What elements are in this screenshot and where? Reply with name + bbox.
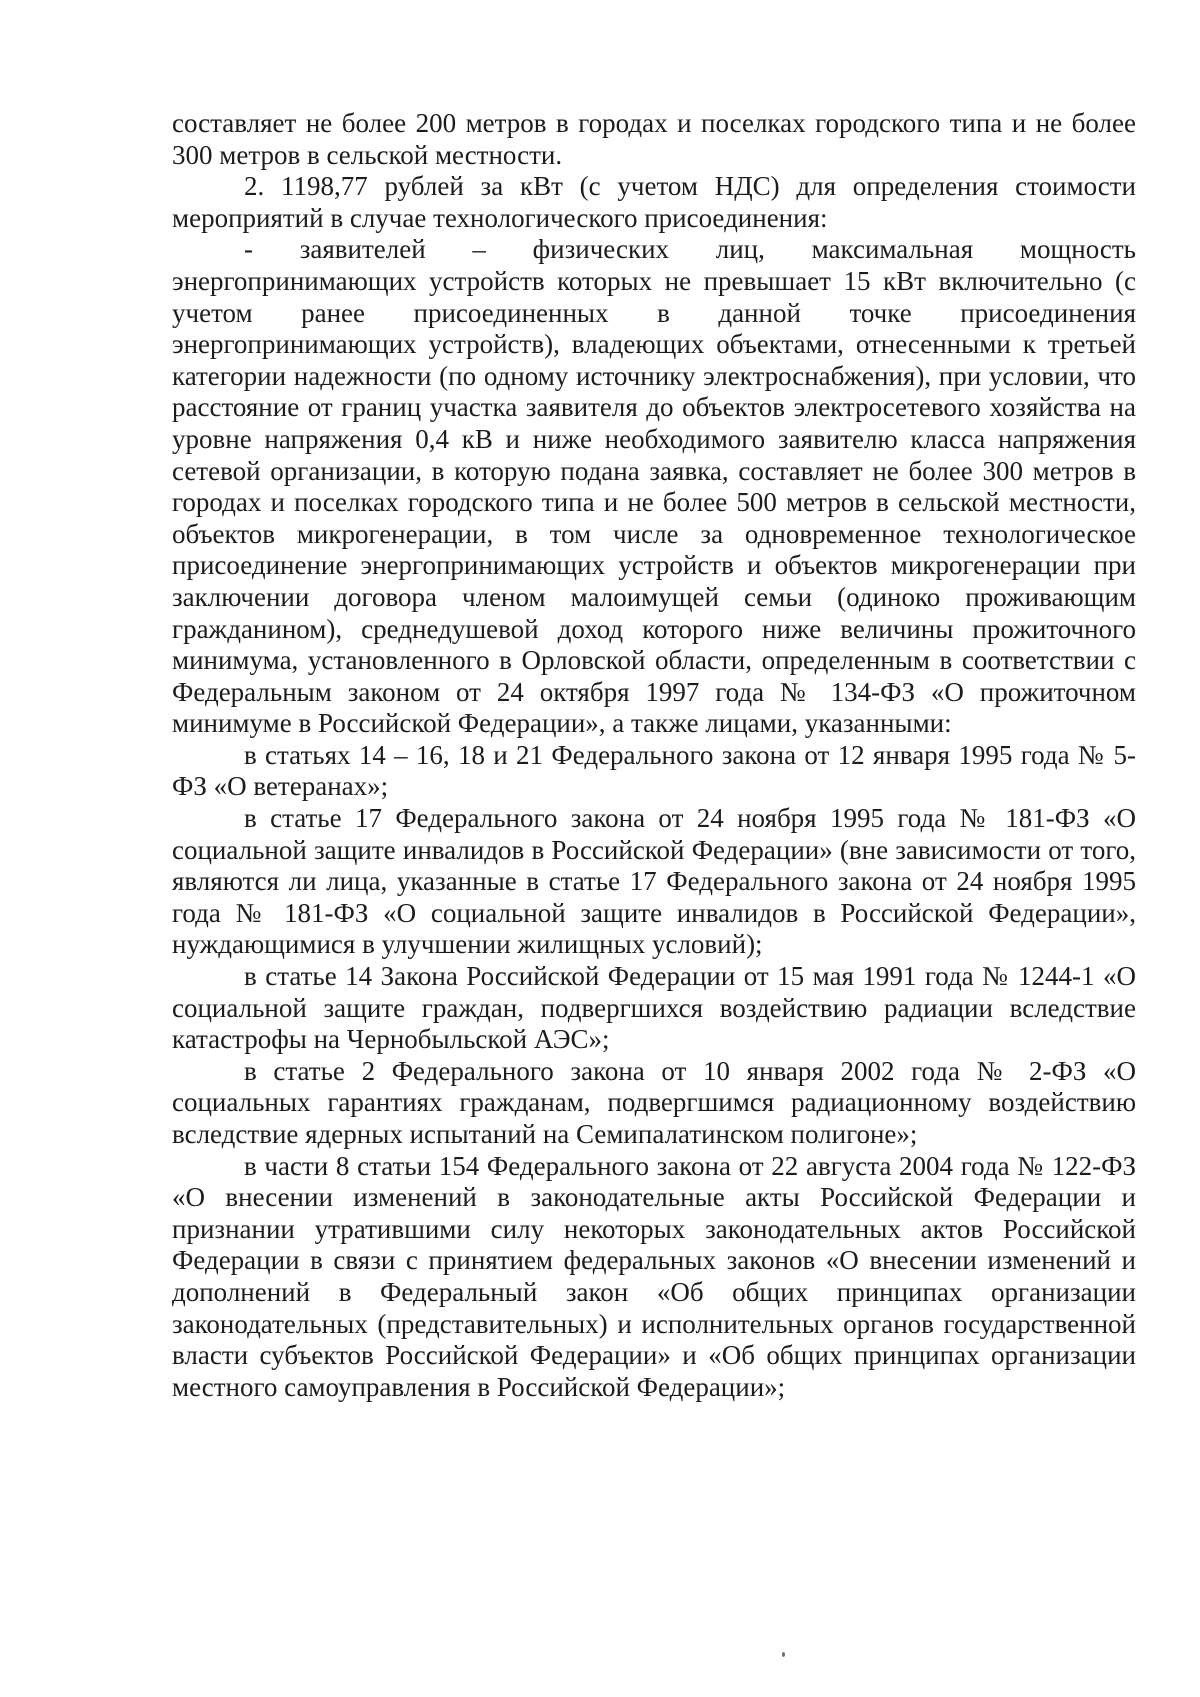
paragraph-semipalatinsk-law: в статье 2 Федерального закона от 10 января 2002 года № 2-ФЗ «О социальных гарантиях гражданам, подвергшимся радиационному воздействию вследствие ядерных испытаний на Семипалатинском полигоне»; [172, 1055, 1136, 1149]
paragraph-law-122: в части 8 статьи 154 Федерального закона от 22 августа 2004 года № 122-ФЗ «О внесении изменений в законодательные акты Российской Федерации и признании утратившими силу некоторых законодательных актов Российской Федерации в связи с принятием федеральных законов «О внесении изменений и дополнений в Федеральный закон «Об общих принципах организации законодательных (представительных) и исполнительных органов государственной власти субъектов Российской Федерации» и «Об общих принципах организации местного самоуправления в Российской Федерации»; [172, 1150, 1136, 1402]
paragraph-veterans-law: в статьях 14 – 16, 18 и 21 Федерального закона от 12 января 1995 года № 5-ФЗ «О ветеранах»; [172, 739, 1136, 802]
paragraph-chernobyl-law: в статье 14 Закона Российской Федерации от 15 мая 1991 года № 1244-1 «О социальной защите граждан, подвергшихся воздействию радиации вследствие катастрофы на Чернобыльской АЭС»; [172, 961, 1136, 1055]
paragraph-continuation: составляет не более 200 метров в городах и поселках городского типа и не более 300 метров в сельской местности. [172, 108, 1136, 170]
scan-speck [782, 1652, 785, 1657]
document-body [172, 108, 1136, 1403]
paragraph-applicants: - заявителей – физических лиц, максимальная мощность энергопринимающих устройств которых не превышает 15 кВт включительно (с учетом ранее присоединенных в данной точке присоединения энергопринимающих устройств), владеющих объектами, отнесенными к третьей категории надежности (по одному источнику электроснабжения), при условии, что расстояние от границ участка заявителя до объектов электросетевого хозяйства на уровне напряжения 0,4 кВ и ниже необходимого заявителю класса напряжения сетевой организации, в которую подана заявка, составляет не более 300 метров в городах и поселках городского типа и не более 500 метров в сельской местности, объектов микрогенерации, в том числе за одновременное технологическое присоединение энергопринимающих устройств и объектов микрогенерации при заключении договора членом малоимущей семьи (одиноко проживающим гражданином), среднедушевой доход которого ниже величины прожиточного минимума, установленного в Орловской области, определенным в соответствии с Федеральным законом от 24 октября 1997 года № 134-ФЗ «О прожиточном минимуме в Российской Федерации», а также лицами, указанными: [172, 234, 1136, 739]
paragraph-disabled-law: в статье 17 Федерального закона от 24 ноября 1995 года № 181-ФЗ «О социальной защите инвалидов в Российской Федерации» (вне зависимости от того, являются ли лица, указанные в статье 17 Федерального закона от 24 ноября 1995 года № 181-ФЗ «О социальной защите инвалидов в Российской Федерации», нуждающимися в улучшении жилищных условий); [172, 803, 1136, 960]
paragraph-item-2: 2. 1198,77 рублей за кВт (с учетом НДС) для определения стоимости мероприятий в случае технологического присоединения: [172, 171, 1136, 233]
